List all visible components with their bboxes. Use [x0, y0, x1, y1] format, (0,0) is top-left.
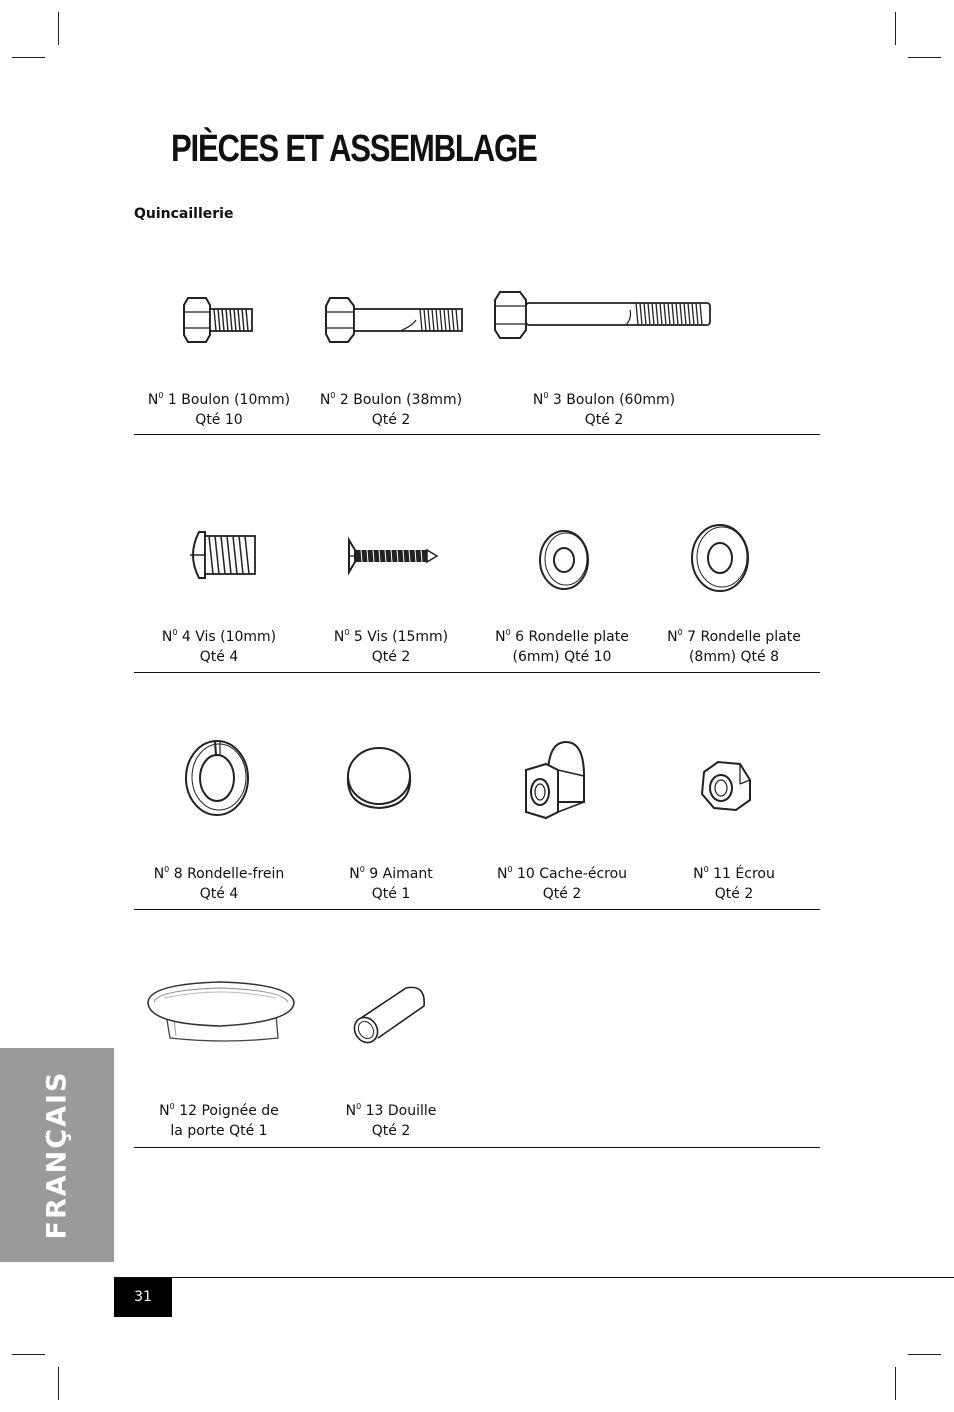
row-divider — [134, 434, 820, 435]
part-caption: $N^0$ 5 Vis (15mm) Qté 2 — [333, 628, 449, 665]
crop-mark — [908, 57, 941, 58]
page-number: 31 — [114, 1278, 172, 1317]
part-caption: $N^0$ 3 Boulon (60mm) Qté 2 — [532, 391, 676, 428]
hex-bolt-short-icon — [180, 290, 260, 350]
part-caption: $N^0$ 11 Écrou Qté 2 — [693, 865, 775, 902]
row-divider — [134, 909, 820, 910]
lock-washer-icon — [182, 738, 252, 818]
part-caption: $N^0$ 2 Boulon (38mm) Qté 2 — [319, 391, 463, 428]
row-divider — [134, 1147, 820, 1148]
part-caption: $N^0$ 13 Douille Qté 2 — [345, 1102, 437, 1139]
crop-mark — [895, 12, 896, 45]
crop-mark — [895, 1367, 896, 1400]
part-caption: $N^0$ 10 Cache-écrou Qté 2 — [496, 865, 628, 902]
pan-head-screw-icon — [185, 522, 260, 588]
flat-washer-large-icon — [688, 522, 754, 594]
flat-washer-small-icon — [534, 528, 594, 592]
magnet-icon — [342, 742, 416, 814]
page-title: PIÈCES ET ASSEMBLAGE — [171, 128, 537, 170]
part-caption: $N^0$ 8 Rondelle-frein Qté 4 — [153, 865, 285, 902]
language-label: FRANÇAIS — [41, 1070, 73, 1240]
part-caption: $N^0$ 1 Boulon (10mm) Qté 10 — [147, 391, 291, 428]
part-caption: $N^0$ 7 Rondelle plate (8mm) Qté 8 — [667, 628, 801, 665]
language-side-tab — [0, 1048, 114, 1262]
row-divider — [134, 672, 820, 673]
crop-mark — [12, 57, 45, 58]
crop-mark — [908, 1354, 941, 1355]
crop-mark — [58, 12, 59, 45]
hex-bolt-medium-icon — [320, 290, 470, 350]
section-heading: Quincaillerie — [134, 206, 234, 222]
hex-bolt-long-icon — [490, 286, 718, 346]
door-handle-icon — [144, 978, 296, 1046]
part-caption: $N^0$ 9 Aimant Qté 1 — [349, 865, 433, 902]
part-caption: $N^0$ 6 Rondelle plate (6mm) Qté 10 — [495, 628, 629, 665]
part-caption: $N^0$ 12 Poignée de la porte Qté 1 — [159, 1102, 279, 1139]
sleeve-bushing-icon — [346, 980, 430, 1046]
footer-rule — [114, 1277, 954, 1278]
countersunk-screw-icon — [345, 536, 440, 576]
part-caption: $N^0$ 4 Vis (10mm) Qté 4 — [161, 628, 277, 665]
hex-nut-icon — [696, 756, 756, 816]
crop-mark — [12, 1354, 45, 1355]
crop-mark — [58, 1367, 59, 1400]
cap-nut-icon — [518, 736, 588, 822]
